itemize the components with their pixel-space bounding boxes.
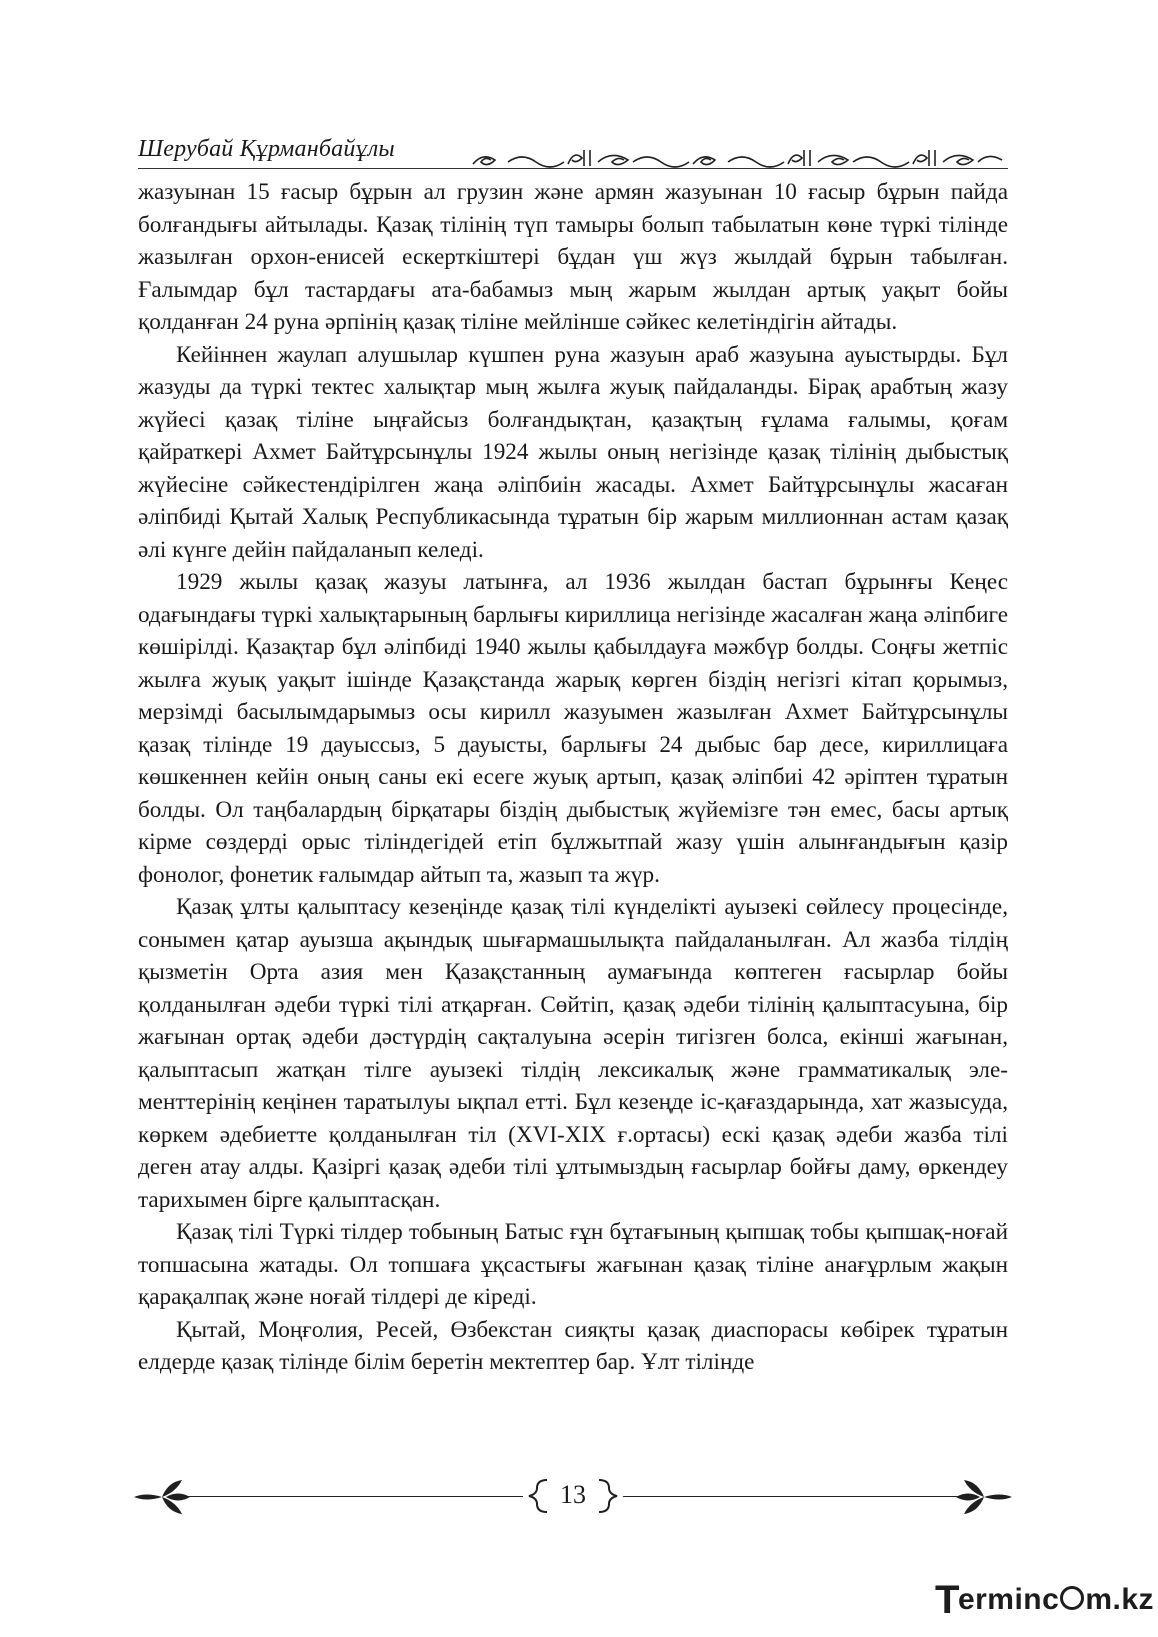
footer-rule-left bbox=[188, 1496, 523, 1497]
page-footer bbox=[138, 1474, 1008, 1520]
page-number: 13 bbox=[560, 1480, 586, 1509]
leaf-ornament-icon bbox=[132, 1478, 192, 1516]
paragraph: 1929 жылы қазақ жазуы латынға, ал 1936 жылдан бастап бұрынғы Кеңес одағындағы түркі халықтарының барлығы кириллица негізінде жасалған жаңа әліпбиге көшірілді. Қазақтар бұл әліпбиді 1940 жылы қабылдауға мәжбүр болды. Соңғы жетпіс жылға жуық уақыт ішінде Қазақстанда жарық көрген біздің негізгі кітап қорымыз, мерзімді басылымдарымыз осы кирилл жазуымен жазылған Ахмет Байтұрсынұлы қазақ тілінде 19 дауыссыз, 5 дауысты, барлығы 24 дыбыс бар десе, кириллицаға көшкеннен кейін оның саны екі есеге жуық артып, қазақ әліпбиі 42 әріптен тұратын болды. Ол таңбалардың бірқатары біздің дыбыстық жүйемізге тән емес, басы артық кірме сөздерді орыс тіліндегідей етіп бұлжытпай жазу үшін алынғандығын қазір фонолог, фонетик ғалымдар айтып та, жазып та жүр. bbox=[138, 569, 1008, 888]
paragraph: Қазақ ұлты қалыптасу кезеңінде қазақ тілі күнделікті ауызекі сөйлесу процесінде, сонымен қатар ауызша ақындық шығармашылықта пайдаланылған. Ал жазба тілдің қызметін Орта азия мен Қазақстанның аумағында көптеген ғасырлар бойы қолданылған әдеби түркі тілі атқарған. Сөйтіп, қазақ әдеби тілінің қалыптасуына, бір жағынан ортақ әдеби дәстүрдің сақталуына әсерін тигізген болса, екінші жағынан, қалыптасып жатқан тілге ауызекі тілдің лексикалық және грамматикалық элементтерінің кеңінен таратылуы ықпал етті. Бұл кезеңде іс-қағаздарында, хат жазысуда, көркем әдебиетте қолданылған тіл (XVI-XIX ғ.ортасы) ескі қазақ әдеби жазба тілі деген атау алды. Қазіргі қазақ әдеби тілі ұлтымыздың ғасырлар бойғы даму, өркендеу тарихымен бірге қалыптасқан. bbox=[138, 894, 1008, 1213]
paragraph: Қазақ тілі Түркі тілдер тобының Батыс ғұн бұтағының қыпшақ тобы қыпшақ-ноғай топшасына жатады. Ол топшаға ұқсастығы жағынан қазақ тіліне анағұрлым жақын қарақалпақ және ноғай тілдері де кіреді. bbox=[138, 1219, 1008, 1310]
header-author: Шерубай Құрманбайұлы bbox=[138, 136, 395, 162]
paragraph: Кейіннен жаулап алушылар күшпен руна жазуын араб жазуына ауыстырды. Бұл жазуды да түркі тектес халықтар мың жылға жуық пайдаланды. Бірақ арабтың жазу жүйесі қазақ тіліне ыңғайсыз болғандықтан, қазақтың ғұлама ғалымы, қоғам қайраткері Ахмет Байтұрсынұлы 1924 жылы оның негізінде қазақ тілінің дыбыстық жүйесіне сәйкестендірілген жаңа әліпбиін жасады. Ахмет Байтұрсынұлы жасаған әліпбиді Қытай Халық Республикасында тұратын бір жарым миллионнан астам қазақ әлі күнге дейін пайдаланып келеді. bbox=[138, 341, 1008, 563]
body-text bbox=[138, 176, 1008, 1379]
watermark-text-2: m.kz bbox=[1085, 1583, 1155, 1616]
footer-rule-right bbox=[623, 1496, 958, 1497]
watermark-letter: T bbox=[935, 1578, 960, 1622]
paragraph: Қытай, Моңғолия, Ресей, Өзбекстан сияқты қазақ диаспорасы көбірек тұратын елдерде қазақ тілінде білім беретін мектептер бар. Ұлт тілінде bbox=[138, 1316, 1008, 1375]
watermark-text-1: erminc bbox=[957, 1583, 1060, 1616]
ring-icon bbox=[1060, 1586, 1084, 1610]
paragraph: жазуынан 15 ғасыр бұрын ал грузин және армян жазуынан 10 ғасыр бұрын пайда болғандығы айтылады. Қазақ тілінің түп тамыры болып табылатын көне түркі тілінде жазылған орхон-енисей ескерткіштері бұдан үш жүз жылдай бұрын табылған. Ғалымдар бұл тастардағы ата-бабамыз мың жарым жылдан артық уақыт бойы қолданған 24 руна әрпінің қазақ тіліне мейлінше сәйкес келетіндігін айтады. bbox=[138, 179, 1008, 335]
site-watermark bbox=[935, 1578, 1154, 1623]
running-header bbox=[138, 136, 1008, 172]
leaf-ornament-icon bbox=[954, 1478, 1014, 1516]
page-number-frame bbox=[525, 1476, 621, 1516]
header-rule bbox=[138, 168, 1008, 169]
